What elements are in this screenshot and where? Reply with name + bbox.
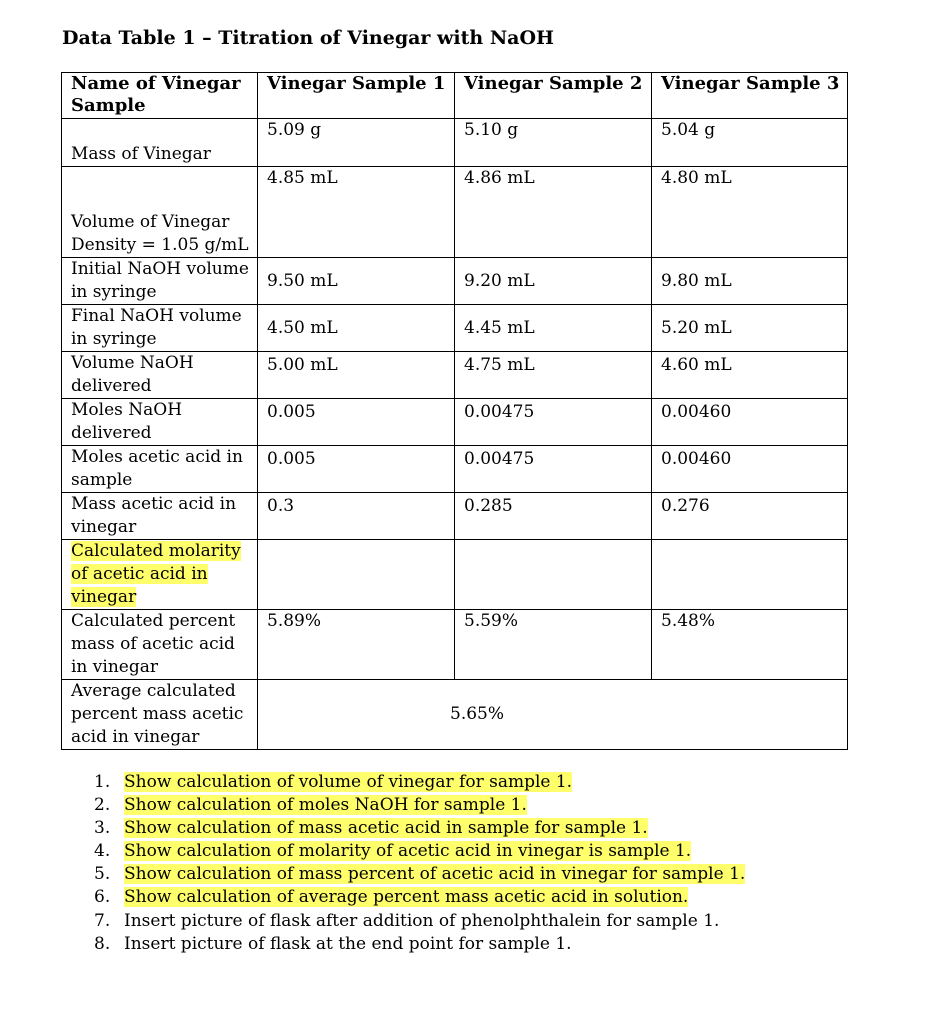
table-row — [62, 610, 848, 680]
cell-sample-2: 4.75 mL — [455, 352, 652, 399]
cell-sample-1: 5.89% — [258, 610, 455, 680]
row-label: Moles acetic acid in sample — [62, 446, 258, 493]
row-label: Final NaOH volume in syringe — [62, 305, 258, 352]
average-value-cell: 5.65% — [258, 680, 848, 750]
table-row-average — [62, 680, 848, 750]
cell-sample-3: 4.80 mL — [652, 167, 848, 258]
row-label: Mass of Vinegar — [62, 119, 258, 167]
row-label: Initial NaOH volume in syringe — [62, 258, 258, 305]
cell-sample-2: 0.00475 — [455, 399, 652, 446]
cell-sample-1: 4.50 mL — [258, 305, 455, 352]
cell-sample-1: 0.005 — [258, 446, 455, 493]
cell-sample-2: 5.10 g — [455, 119, 652, 167]
table-row — [62, 540, 848, 610]
cell-sample-3: 5.04 g — [652, 119, 848, 167]
cell-sample-3: 4.60 mL — [652, 352, 848, 399]
table-title: Data Table 1 – Titration of Vinegar with NaOH — [62, 27, 554, 49]
cell-sample-3: 9.80 mL — [652, 258, 848, 305]
table-row — [62, 493, 848, 540]
table-row — [62, 446, 848, 493]
cell-sample-3: 0.00460 — [652, 399, 848, 446]
list-item: 1. Show calculation of volume of vinegar for sample 1. — [94, 772, 573, 792]
cell-sample-3: 5.48% — [652, 610, 848, 680]
cell-sample-3: 0.276 — [652, 493, 848, 540]
table-row — [62, 399, 848, 446]
list-item: 3. Show calculation of mass acetic acid in sample for sample 1. — [94, 818, 648, 839]
header-cell-sample-2: Vinegar Sample 2 — [455, 73, 652, 119]
row-label: Volume of Vinegar Density = 1.05 g/mL — [62, 167, 258, 258]
header-cell-sample-1: Vinegar Sample 1 — [258, 73, 455, 119]
titration-data-table — [61, 72, 848, 750]
list-item: 5. Show calculation of mass percent of acetic acid in vinegar for sample 1. — [94, 864, 746, 885]
cell-sample-1 — [258, 540, 455, 610]
cell-sample-3: 5.20 mL — [652, 305, 848, 352]
cell-sample-2: 5.59% — [455, 610, 652, 680]
table-row — [62, 305, 848, 352]
question-list — [94, 771, 745, 956]
cell-sample-2 — [455, 540, 652, 610]
table-row — [62, 167, 848, 258]
row-label: Moles NaOH delivered — [62, 399, 258, 446]
row-label: Volume NaOH delivered — [62, 352, 258, 399]
table-row — [62, 352, 848, 399]
cell-sample-1: 0.005 — [258, 399, 455, 446]
table-header-row — [62, 73, 848, 119]
cell-sample-1: 5.00 mL — [258, 352, 455, 399]
row-label: Mass acetic acid in vinegar — [62, 493, 258, 540]
list-item: 4. Show calculation of molarity of acetic acid in vinegar is sample 1. — [94, 841, 692, 862]
cell-sample-3: 0.00460 — [652, 446, 848, 493]
row-label — [62, 540, 258, 610]
list-item: 6. Show calculation of average percent mass acetic acid in solution. — [94, 887, 689, 908]
cell-sample-2: 9.20 mL — [455, 258, 652, 305]
cell-sample-1: 4.85 mL — [258, 167, 455, 258]
table-row — [62, 258, 848, 305]
header-cell-sample-3: Vinegar Sample 3 — [652, 73, 848, 119]
list-item: 8. Insert picture of flask at the end point for sample 1. — [94, 933, 572, 954]
highlighted-label: Calculated molarity of acetic acid in vinegar — [71, 541, 241, 607]
header-cell-name: Name of Vinegar Sample — [62, 73, 258, 119]
cell-sample-2: 0.285 — [455, 493, 652, 540]
cell-sample-2: 0.00475 — [455, 446, 652, 493]
list-item: 2. Show calculation of moles NaOH for sample 1. — [94, 795, 527, 816]
cell-sample-2: 4.86 mL — [455, 167, 652, 258]
cell-sample-1: 0.3 — [258, 493, 455, 540]
row-label: Average calculated percent mass acetic acid in vinegar — [62, 680, 258, 750]
table-row — [62, 119, 848, 167]
cell-sample-1: 9.50 mL — [258, 258, 455, 305]
list-item: 7. Insert picture of flask after addition of phenolphthalein for sample 1. — [94, 910, 720, 931]
cell-sample-2: 4.45 mL — [455, 305, 652, 352]
row-label: Calculated percent mass of acetic acid in vinegar — [62, 610, 258, 680]
cell-sample-1: 5.09 g — [258, 119, 455, 167]
cell-sample-3 — [652, 540, 848, 610]
